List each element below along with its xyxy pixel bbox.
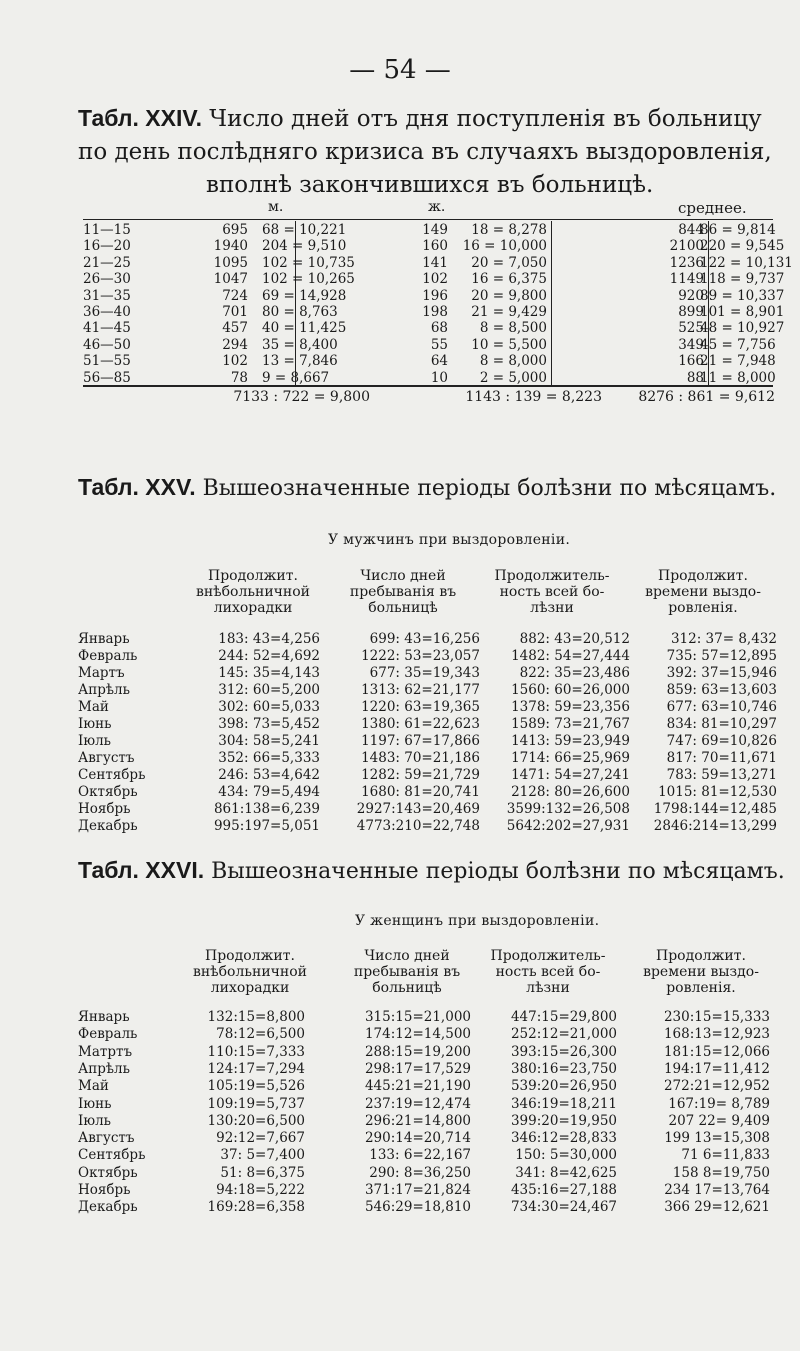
fever-duration-cell: 995:197=5,051 <box>213 818 320 834</box>
table24-total-m: 7133 : 722 = 9,800 <box>233 389 370 405</box>
hospital-days-cell: 288:15=19,200 <box>364 1043 471 1060</box>
fever-duration-cell: 145: 35=4,143 <box>218 665 320 681</box>
f-count-cell: 68 <box>430 320 448 337</box>
recovery-duration-cell: 312: 37= 8,432 <box>670 631 777 647</box>
month-cell: Май <box>78 699 109 715</box>
table24-row <box>0 254 800 272</box>
recovery-duration-cell: 1015: 81=12,530 <box>658 784 777 800</box>
illness-duration-cell: 346:12=28,833 <box>510 1130 617 1147</box>
hospital-days-cell: 1222: 53=23,057 <box>361 648 480 664</box>
fever-duration-cell: 304: 58=5,241 <box>218 733 320 749</box>
fever-duration-cell: 92:12=7,667 <box>216 1130 305 1147</box>
illness-duration-cell: 1589: 73=21,767 <box>511 716 630 732</box>
f-count-cell: 149 <box>422 222 448 238</box>
table26-row <box>0 1112 800 1130</box>
m-count-cell: 695 <box>222 222 248 238</box>
month-cell: Октябрь <box>78 784 138 800</box>
fever-duration-cell: 130:20=6,500 <box>207 1112 305 1129</box>
table25-title <box>78 473 776 503</box>
fever-duration-cell: 105:19=5,526 <box>207 1078 305 1095</box>
illness-duration-cell: 1560: 60=26,000 <box>511 682 630 698</box>
hospital-days-cell: 1483: 70=21,186 <box>361 750 480 766</box>
f-calc-cell: 20 = 9,800 <box>471 287 547 304</box>
f-count-cell: 198 <box>422 304 448 320</box>
illness-duration-cell: 399:20=19,950 <box>510 1112 617 1129</box>
f-calc-cell: 20 = 7,050 <box>471 254 547 271</box>
table26-row <box>0 1181 800 1199</box>
hospital-days-cell: 2927:143=20,469 <box>356 801 480 817</box>
table24-title-line3: вполнѣ закончившихся въ больницѣ. <box>206 172 654 198</box>
hospital-days-cell: 677: 35=19,343 <box>369 665 480 681</box>
month-cell: Октябрь <box>78 1164 138 1181</box>
illness-duration-cell: 882: 43=20,512 <box>519 631 630 647</box>
m-calc-cell: 40 = 11,425 <box>262 320 347 337</box>
recovery-duration-cell: 2846:214=13,299 <box>653 818 777 834</box>
fever-duration-cell: 132:15=8,800 <box>207 1009 305 1025</box>
table24-row <box>0 369 800 387</box>
table25-row <box>0 630 800 648</box>
illness-duration-cell: 734:30=24,467 <box>510 1199 617 1216</box>
a-count-cell: 920 <box>678 287 704 304</box>
table25-col2-head: Число дней пребыванія въ больницѣ <box>349 568 457 616</box>
table26-row <box>0 1129 800 1147</box>
month-cell: Іюнь <box>78 716 112 732</box>
range-cell: 46—50 <box>83 336 131 353</box>
recovery-duration-cell: 677: 63=10,746 <box>666 699 777 715</box>
recovery-duration-cell: 158 8=19,750 <box>672 1164 770 1181</box>
table25-row <box>0 698 800 716</box>
illness-duration-cell: 1482: 54=27,444 <box>511 648 630 664</box>
recovery-duration-cell: 783: 59=13,271 <box>666 767 777 783</box>
month-cell: Іюль <box>78 1112 112 1129</box>
a-calc-cell: 220 = 9,545 <box>700 238 785 255</box>
table25-col1-head: Продолжит. внѣбольничной лихорадки <box>195 568 311 616</box>
recovery-duration-cell: 366 29=12,621 <box>664 1199 770 1216</box>
table26-title <box>78 856 785 886</box>
table24-total-a: 8276 : 861 = 9,612 <box>638 389 775 405</box>
table24-row <box>0 287 800 305</box>
table24-row <box>0 319 800 337</box>
m-count-cell: 294 <box>222 336 248 353</box>
f-calc-cell: 21 = 9,429 <box>471 304 547 320</box>
range-cell: 41—45 <box>83 320 131 337</box>
table24-row <box>0 352 800 370</box>
illness-duration-cell: 1378: 59=23,356 <box>511 699 630 715</box>
a-count-cell: 899 <box>678 304 704 320</box>
a-count-cell: 1236 <box>669 254 704 271</box>
fever-duration-cell: 169:28=6,358 <box>207 1199 305 1216</box>
table24-title-line1: Число дней отъ дня поступленія въ больницу <box>209 106 762 132</box>
month-cell: Декабрь <box>78 1199 138 1216</box>
table25-row <box>0 817 800 835</box>
a-calc-cell: 45 = 7,756 <box>700 336 776 353</box>
fever-duration-cell: 434: 79=5,494 <box>218 784 320 800</box>
fever-duration-cell: 183: 43=4,256 <box>218 631 320 647</box>
fever-duration-cell: 352: 66=5,333 <box>218 750 320 766</box>
recovery-duration-cell: 817: 70=11,671 <box>666 750 777 766</box>
table26-col1-head: Продолжит. внѣбольничной лихорадки <box>192 948 308 996</box>
illness-duration-cell: 1714: 66=25,969 <box>511 750 630 766</box>
table25-row <box>0 664 800 682</box>
f-calc-cell: 10 = 5,500 <box>471 336 547 353</box>
m-count-cell: 78 <box>230 369 248 386</box>
illness-duration-cell: 3599:132=26,508 <box>506 801 630 817</box>
table25-row <box>0 681 800 699</box>
f-count-cell: 141 <box>422 254 448 271</box>
m-count-cell: 1095 <box>213 254 248 271</box>
month-cell: Январь <box>78 1009 130 1025</box>
recovery-duration-cell: 194:17=11,412 <box>663 1060 770 1077</box>
m-count-cell: 457 <box>222 320 248 337</box>
month-cell: Май <box>78 1078 109 1095</box>
hospital-days-cell: 1313: 62=21,177 <box>361 682 480 698</box>
a-count-cell: 844 <box>678 222 704 238</box>
illness-duration-cell: 346:19=18,211 <box>510 1095 617 1112</box>
hospital-days-cell: 315:15=21,000 <box>364 1009 471 1025</box>
table26-row <box>0 1095 800 1113</box>
hospital-days-cell: 1282: 59=21,729 <box>361 767 480 783</box>
f-count-cell: 160 <box>422 238 448 255</box>
hospital-days-cell: 290:14=20,714 <box>364 1130 471 1147</box>
month-cell: Апрѣль <box>78 1060 130 1077</box>
range-cell: 16—20 <box>83 238 131 255</box>
range-cell: 31—35 <box>83 287 131 304</box>
table24-total-f: 1143 : 139 = 8,223 <box>465 389 602 405</box>
month-cell: Ноябрь <box>78 1182 131 1198</box>
table25-row <box>0 715 800 733</box>
illness-duration-cell: 435:16=27,188 <box>510 1182 617 1198</box>
range-cell: 26—30 <box>83 271 131 288</box>
table24-header-m: м. <box>268 199 284 215</box>
table26-row <box>0 1025 800 1043</box>
m-calc-cell: 204 = 9,510 <box>262 238 347 255</box>
f-count-cell: 10 <box>430 369 448 386</box>
fever-duration-cell: 109:19=5,737 <box>207 1095 305 1112</box>
table26-row <box>0 1164 800 1182</box>
hospital-days-cell: 133: 6=22,167 <box>369 1147 471 1164</box>
a-calc-cell: 86 = 9,814 <box>700 222 776 238</box>
recovery-duration-cell: 167:19= 8,789 <box>668 1095 770 1112</box>
fever-duration-cell: 312: 60=5,200 <box>218 682 320 698</box>
illness-duration-cell: 447:15=29,800 <box>510 1009 617 1025</box>
a-calc-cell: 48 = 10,927 <box>700 320 785 337</box>
table24-row <box>0 303 800 321</box>
fever-duration-cell: 51: 8=6,375 <box>220 1164 305 1181</box>
m-calc-cell: 80 = 8,763 <box>262 304 338 320</box>
table25-col4-head: Продолжит. времени выздо- ровленія. <box>645 568 761 616</box>
a-count-cell: 166 <box>678 353 704 370</box>
a-calc-cell: 101 = 8,901 <box>700 304 785 320</box>
m-calc-cell: 35 = 8,400 <box>262 336 338 353</box>
table26-row <box>0 1008 800 1026</box>
f-calc-cell: 8 = 8,500 <box>479 320 547 337</box>
a-calc-cell: 21 = 7,948 <box>700 353 776 370</box>
recovery-duration-cell: 392: 37=15,946 <box>666 665 777 681</box>
month-cell: Августъ <box>78 1130 135 1147</box>
fever-duration-cell: 94:18=5,222 <box>216 1182 305 1198</box>
fever-duration-cell: 398: 73=5,452 <box>218 716 320 732</box>
recovery-duration-cell: 71 6=11,833 <box>681 1147 770 1164</box>
table25-row <box>0 732 800 750</box>
recovery-duration-cell: 207 22= 9,409 <box>668 1112 770 1129</box>
table25-row <box>0 647 800 665</box>
table25-row <box>0 800 800 818</box>
hospital-days-cell: 174:12=14,500 <box>364 1026 471 1043</box>
a-calc-cell: 122 = 10,131 <box>700 254 793 271</box>
table26-row <box>0 1077 800 1095</box>
a-count-cell: 525 <box>678 320 704 337</box>
m-count-cell: 724 <box>222 287 248 304</box>
m-calc-cell: 102 = 10,265 <box>262 271 355 288</box>
recovery-duration-cell: 234 17=13,764 <box>664 1182 770 1198</box>
recovery-duration-cell: 181:15=12,066 <box>663 1043 770 1060</box>
month-cell: Сентябрь <box>78 767 146 783</box>
fever-duration-cell: 244: 52=4,692 <box>218 648 320 664</box>
month-cell: Іюнь <box>78 1095 112 1112</box>
range-cell: 36—40 <box>83 304 131 320</box>
table25-col3-head: Продолжитель- ность всей бо- лѣзни <box>494 568 610 616</box>
month-cell: Апрѣль <box>78 682 130 698</box>
month-cell: Февраль <box>78 648 138 664</box>
m-calc-cell: 9 = 8,667 <box>262 369 330 386</box>
hospital-days-cell: 699: 43=16,256 <box>369 631 480 647</box>
hospital-days-cell: 1680: 81=20,741 <box>361 784 480 800</box>
illness-duration-cell: 539:20=26,950 <box>510 1078 617 1095</box>
recovery-duration-cell: 834: 81=10,297 <box>666 716 777 732</box>
hospital-days-cell: 1197: 67=17,866 <box>361 733 480 749</box>
hospital-days-cell: 237:19=12,474 <box>364 1095 471 1112</box>
m-calc-cell: 13 = 7,846 <box>262 353 338 370</box>
f-count-cell: 102 <box>422 271 448 288</box>
table26-subtitle: У женщинъ при выздоровленіи. <box>355 913 600 929</box>
table26-col3-head: Продолжитель- ность всей бо- лѣзни <box>490 948 606 996</box>
fever-duration-cell: 37: 5=7,400 <box>220 1147 305 1164</box>
month-cell: Августъ <box>78 750 135 766</box>
recovery-duration-cell: 168:13=12,923 <box>663 1026 770 1043</box>
a-count-cell: 349 <box>678 336 704 353</box>
table26-row <box>0 1043 800 1061</box>
table24-row <box>0 336 800 354</box>
table26-label: Табл. XXVI. <box>78 857 205 883</box>
hospital-days-cell: 546:29=18,810 <box>364 1199 471 1216</box>
m-count-cell: 701 <box>222 304 248 320</box>
month-cell: Матртъ <box>78 1043 133 1060</box>
recovery-duration-cell: 230:15=15,333 <box>663 1009 770 1025</box>
hospital-days-cell: 290: 8=36,250 <box>369 1164 471 1181</box>
recovery-duration-cell: 735: 57=12,895 <box>666 648 777 664</box>
a-count-cell: 2100 <box>669 238 704 255</box>
a-count-cell: 1149 <box>669 271 704 288</box>
month-cell: Мартъ <box>78 665 125 681</box>
month-cell: Іюль <box>78 733 112 749</box>
hospital-days-cell: 4773:210=22,748 <box>356 818 480 834</box>
table24-row <box>0 270 800 288</box>
month-cell: Февраль <box>78 1026 138 1043</box>
fever-duration-cell: 110:15=7,333 <box>207 1043 305 1060</box>
table25-label: Табл. XXV. <box>78 474 196 500</box>
recovery-duration-cell: 747: 69=10,826 <box>666 733 777 749</box>
illness-duration-cell: 2128: 80=26,600 <box>511 784 630 800</box>
range-cell: 56—85 <box>83 369 131 386</box>
illness-duration-cell: 341: 8=42,625 <box>515 1164 617 1181</box>
hospital-days-cell: 1220: 63=19,365 <box>361 699 480 715</box>
recovery-duration-cell: 272:21=12,952 <box>663 1078 770 1095</box>
table24-header-zh: ж. <box>428 199 446 215</box>
a-count-cell: 88 <box>686 369 704 386</box>
illness-duration-cell: 1471: 54=27,241 <box>511 767 630 783</box>
f-calc-cell: 16 = 10,000 <box>462 238 547 255</box>
table25-row <box>0 749 800 767</box>
m-count-cell: 1940 <box>213 238 248 255</box>
table24-row <box>0 237 800 255</box>
table24-title <box>78 102 788 202</box>
m-count-cell: 102 <box>222 353 248 370</box>
table26-row <box>0 1146 800 1164</box>
a-calc-cell: 118 = 9,737 <box>700 271 785 288</box>
month-cell: Декабрь <box>78 818 138 834</box>
table24-title-line2: по день послѣдняго кризиса въ случаяхъ выздоровленія, <box>78 139 772 165</box>
f-count-cell: 64 <box>430 353 448 370</box>
table25-row <box>0 783 800 801</box>
table24-label: Табл. XXIV. <box>78 105 202 131</box>
f-calc-cell: 16 = 6,375 <box>471 271 547 288</box>
table26-col4-head: Продолжит. времени выздо- ровленія. <box>643 948 759 996</box>
table24-top-rule <box>83 219 773 220</box>
fever-duration-cell: 246: 53=4,642 <box>218 767 320 783</box>
a-calc-cell: 11 = 8,000 <box>700 369 776 386</box>
illness-duration-cell: 252:12=21,000 <box>510 1026 617 1043</box>
fever-duration-cell: 78:12=6,500 <box>216 1026 305 1043</box>
m-calc-cell: 68 = 10,221 <box>262 222 347 238</box>
fever-duration-cell: 302: 60=5,033 <box>218 699 320 715</box>
hospital-days-cell: 371:17=21,824 <box>364 1182 471 1198</box>
hospital-days-cell: 298:17=17,529 <box>364 1060 471 1077</box>
range-cell: 21—25 <box>83 254 131 271</box>
recovery-duration-cell: 1798:144=12,485 <box>653 801 777 817</box>
table26-row <box>0 1060 800 1078</box>
table26-title-text: Вышеозначенные періоды болѣзни по мѣсяцамъ. <box>211 859 785 884</box>
table26-col2-head: Число дней пребыванія въ больницѣ <box>353 948 461 996</box>
range-cell: 51—55 <box>83 353 131 370</box>
illness-duration-cell: 1413: 59=23,949 <box>511 733 630 749</box>
month-cell: Сентябрь <box>78 1147 146 1164</box>
a-calc-cell: 89 = 10,337 <box>700 287 785 304</box>
illness-duration-cell: 150: 5=30,000 <box>515 1147 617 1164</box>
m-calc-cell: 69 = 14,928 <box>262 287 347 304</box>
month-cell: Ноябрь <box>78 801 131 817</box>
f-count-cell: 196 <box>422 287 448 304</box>
fever-duration-cell: 861:138=6,239 <box>213 801 320 817</box>
hospital-days-cell: 445:21=21,190 <box>364 1078 471 1095</box>
table25-subtitle: У мужчинъ при выздоровленіи. <box>328 532 571 548</box>
recovery-duration-cell: 859: 63=13,603 <box>666 682 777 698</box>
table24-row <box>0 221 800 239</box>
table25-row <box>0 766 800 784</box>
month-cell: Январь <box>78 631 130 647</box>
m-calc-cell: 102 = 10,735 <box>262 254 355 271</box>
illness-duration-cell: 380:16=23,750 <box>510 1060 617 1077</box>
recovery-duration-cell: 199 13=15,308 <box>664 1130 770 1147</box>
hospital-days-cell: 1380: 61=22,623 <box>361 716 480 732</box>
m-count-cell: 1047 <box>213 271 248 288</box>
hospital-days-cell: 296:21=14,800 <box>364 1112 471 1129</box>
table24-header-avg: среднее. <box>678 199 747 217</box>
table26-row <box>0 1198 800 1216</box>
illness-duration-cell: 822: 35=23,486 <box>519 665 630 681</box>
fever-duration-cell: 124:17=7,294 <box>207 1060 305 1077</box>
table25-title-text: Вышеозначенные періоды болѣзни по мѣсяцамъ. <box>202 476 777 501</box>
f-count-cell: 55 <box>430 336 448 353</box>
f-calc-cell: 2 = 5,000 <box>479 369 547 386</box>
page-number: — 54 — <box>349 55 451 85</box>
range-cell: 11—15 <box>83 222 131 238</box>
illness-duration-cell: 393:15=26,300 <box>510 1043 617 1060</box>
f-calc-cell: 18 = 8,278 <box>471 222 547 238</box>
f-calc-cell: 8 = 8,000 <box>479 353 547 370</box>
illness-duration-cell: 5642:202=27,931 <box>506 818 630 834</box>
